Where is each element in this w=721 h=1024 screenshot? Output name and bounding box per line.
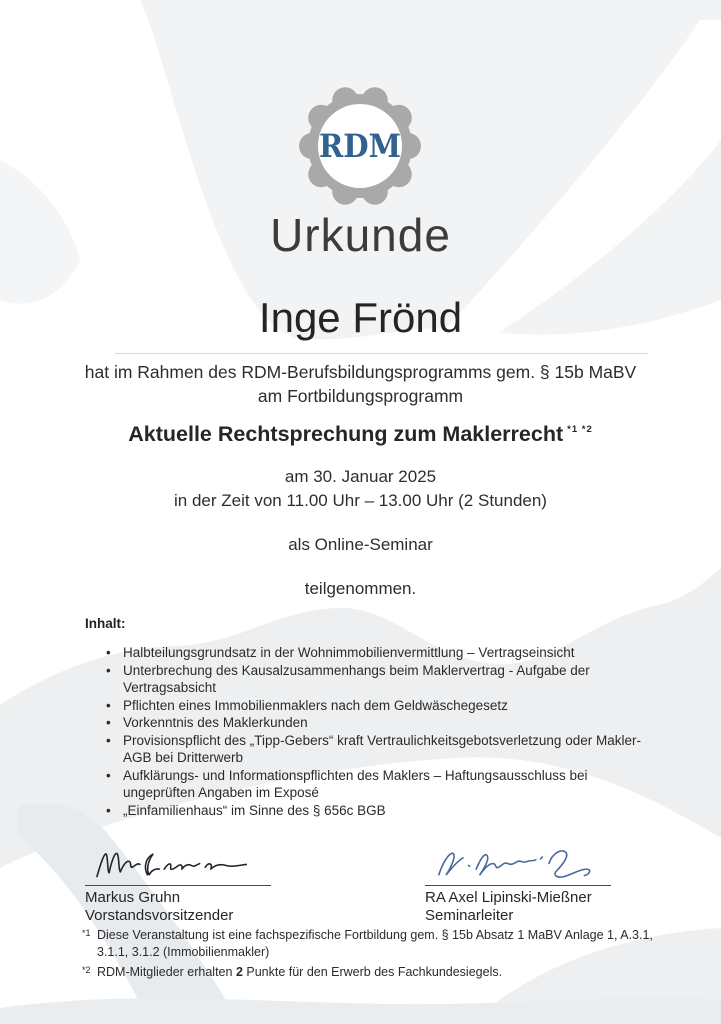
signature-ink-markus-gruhn: [85, 843, 275, 885]
participation-statement: teilgenommen.: [304, 579, 417, 598]
content-item: • Halbteilungsgrundsatz in der Wohnimmobilienvermittlung – Vertragseinsicht: [104, 644, 656, 662]
footnote-1: [82, 927, 657, 960]
signature-line: [85, 885, 271, 886]
content-heading: Inhalt:: [85, 616, 126, 631]
footnote-2-text-start: RDM-Mitglieder erhalten: [97, 965, 236, 979]
footnote-2-text-end: Punkte für den Erwerb des Fachkundesiegels.: [242, 965, 503, 979]
content-list: [104, 644, 656, 819]
rdm-seal-text: RDM: [319, 127, 401, 165]
event-format: als Online-Seminar: [288, 535, 433, 554]
content-item: • „Einfamilienhaus“ im Sinne des § 656c BGB: [104, 802, 656, 820]
event-date: am 30. Januar 2025: [284, 467, 437, 486]
intro-line-2: am Fortbildungsprogramm: [257, 386, 464, 406]
seminar-title-text: Aktuelle Rechtsprechung zum Maklerrecht: [128, 422, 564, 446]
intro-line-1: hat im Rahmen des RDM-Berufsbildungsprogramms gem. § 15b MaBV: [84, 362, 637, 382]
signer-name: Markus Gruhn: [85, 889, 181, 906]
intro-paragraph: [0, 360, 721, 408]
signature-block-left: [85, 843, 295, 925]
content-item: • Vorkenntnis des Maklerkunden: [104, 714, 656, 732]
signer-role: Vorstandsvorsitzender: [85, 907, 234, 924]
footnotes: [82, 927, 657, 985]
seminar-title: [0, 422, 721, 447]
content-item: • Provisionspflicht des „Tipp-Gebers“ kraft Vertraulichkeitsgebotsverletzung oder Makler-AGB bei Dritterwerb: [104, 732, 656, 767]
footnote-1-marker: *1: [82, 928, 91, 938]
signature-block-right: [425, 843, 635, 925]
signature-ink-axel-lipinski: [425, 843, 615, 885]
recipient-underline: [115, 353, 648, 354]
document-title: Urkunde: [270, 209, 451, 261]
footnote-1-text: Diese Veranstaltung ist eine fachspezifische Fortbildung gem. § 15b Absatz 1 MaBV Anlage 1, A.3.1, 3.1.1, 3.1.2 (Immobilienmakler): [97, 928, 653, 959]
signer-role: Seminarleiter: [425, 907, 514, 924]
rdm-seal-icon: [298, 84, 422, 208]
seminar-footnote-markers: *1 *2: [567, 424, 593, 435]
content-item: • Unterbrechung des Kausalzusammenhangs beim Maklervertrag - Aufgabe der Vertragsabsicht: [104, 662, 656, 697]
signature-line: [425, 885, 611, 886]
content-item: • Pflichten eines Immobilienmaklers nach dem Geldwäschegesetz: [104, 697, 656, 715]
event-time: in der Zeit von 11.00 Uhr – 13.00 Uhr (2 Stunden): [174, 491, 547, 510]
signer-name: RA Axel Lipinski-Mießner: [425, 889, 592, 906]
content-item: • Aufklärungs- und Informationspflichten des Maklers – Haftungsausschluss bei ungeprüften Angaben im Exposé: [104, 767, 656, 802]
recipient-name: Inge Frönd: [258, 294, 463, 341]
footnote-2-marker: *2: [82, 965, 91, 975]
footnote-2: [82, 964, 657, 981]
footnote-2-points: 2: [235, 965, 243, 979]
